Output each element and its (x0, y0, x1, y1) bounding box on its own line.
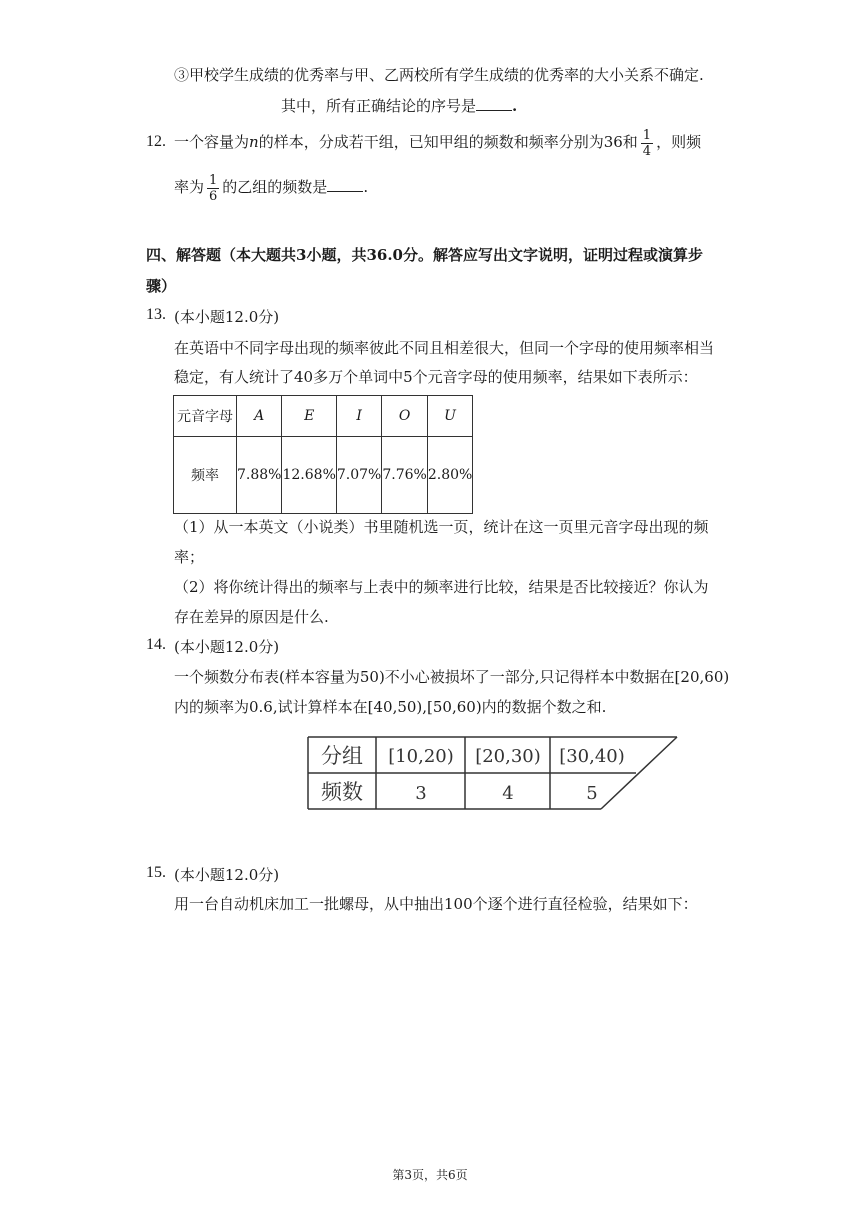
table-cell-value: 7.76% (382, 437, 427, 514)
fraction-one-quarter (641, 128, 653, 159)
q11-end: . (512, 97, 518, 115)
section-heading-line2: 骤） (146, 277, 177, 295)
section-heading-line1: 四、解答题（本大题共3小题，共36.0分。解答应写出文字说明，证明过程或演算步 (146, 246, 703, 264)
q12-line2 (174, 172, 368, 204)
table-row (174, 437, 473, 514)
q12-end: . (363, 178, 369, 196)
q13-number: 13. (146, 306, 166, 323)
table-count: 4 (502, 783, 514, 804)
table-interval: [30,40) (559, 746, 625, 767)
q12-line1 (174, 127, 701, 159)
q12-text-b: 的样本，分成若干组，已知甲组的频数和频率分别为36和 (258, 133, 638, 151)
q13-line2: 稳定，有人统计了40多万个单词中5个元音字母的使用频率，结果如下表所示： (174, 368, 698, 386)
q14-line2: 内的频率为0.6,试计算样本在[40,50),[50,60)内的数据个数之和. (174, 698, 607, 716)
q14-line1: 一个频数分布表(样本容量为50)不小心被损坏了一部分,只记得样本中数据在[20,60) (174, 668, 730, 686)
q12-text-d: 率为 (174, 178, 205, 196)
q12-number: 12. (146, 133, 166, 150)
q11-item3: ③甲校学生成绩的优秀率与甲、乙两校所有学生成绩的优秀率的大小关系不确定. (174, 66, 704, 84)
table-cell-value: 2.80% (427, 437, 472, 514)
q12-text-c: ，则频 (656, 133, 702, 151)
fraction-one-sixth (207, 173, 219, 204)
table-cell-value: 7.88% (237, 437, 282, 514)
table-header-count: 频数 (321, 780, 363, 804)
table-cell-letter: I (336, 396, 381, 437)
table-row (174, 396, 473, 437)
q15-number: 15. (146, 864, 166, 881)
q13-line1: 在英语中不同字母出现的频率彼此不同且相差很大，但同一个字母的使用频率相当 (174, 339, 715, 357)
table-cell-letter: A (237, 396, 282, 437)
q15-score: (本小题12.0分) (174, 866, 280, 884)
q13-sub1-line2: 率； (174, 548, 205, 566)
table-header-group: 分组 (321, 744, 363, 768)
table-cell-letter: U (427, 396, 472, 437)
q11-prompt (281, 95, 517, 116)
table-cell-value: 12.68% (282, 437, 336, 514)
q12-var-n: n (249, 133, 259, 151)
q14-number: 14. (146, 636, 166, 653)
frac2-numerator: 1 (209, 172, 218, 188)
table-interval: [20,30) (475, 746, 541, 767)
q13-sub1-line1: （1）从一本英文（小说类）书里随机选一页，统计在这一页里元音字母出现的频 (174, 518, 709, 536)
q14-score: (本小题12.0分) (174, 638, 280, 656)
q13-sub2-line1: （2）将你统计得出的频率与上表中的频率进行比较，结果是否比较接近？你认为 (174, 578, 709, 596)
q13-sub2-line2: 存在差异的原因是什么. (174, 608, 329, 626)
q12-text-e: 的乙组的频数是 (222, 178, 328, 196)
frac1-denominator: 4 (642, 143, 652, 159)
q15-line1: 用一台自动机床加工一批螺母，从中抽出100个逐个进行直径检验，结果如下： (174, 895, 698, 913)
answer-blank (476, 96, 512, 111)
q13-score: (本小题12.0分) (174, 308, 280, 326)
q11-prompt-text: 其中，所有正确结论的序号是 (281, 97, 477, 115)
table-cell-letter: E (282, 396, 336, 437)
page-footer: 第3页，共6页 (392, 1168, 468, 1182)
damaged-frequency-table (305, 733, 685, 815)
table-interval: [10,20) (388, 746, 454, 767)
table-cell-value: 7.07% (336, 437, 381, 514)
table-header-cell: 元音字母 (174, 396, 237, 437)
table-count: 3 (415, 783, 427, 804)
q12-text-a: 一个容量为 (174, 133, 250, 151)
table-header-cell: 频率 (174, 437, 237, 514)
table-cell-letter: O (382, 396, 427, 437)
answer-blank (327, 177, 363, 192)
frac1-numerator: 1 (642, 127, 652, 143)
vowel-frequency-table (173, 395, 473, 514)
table-count: 5 (586, 783, 598, 804)
frac2-denominator: 6 (209, 188, 218, 204)
